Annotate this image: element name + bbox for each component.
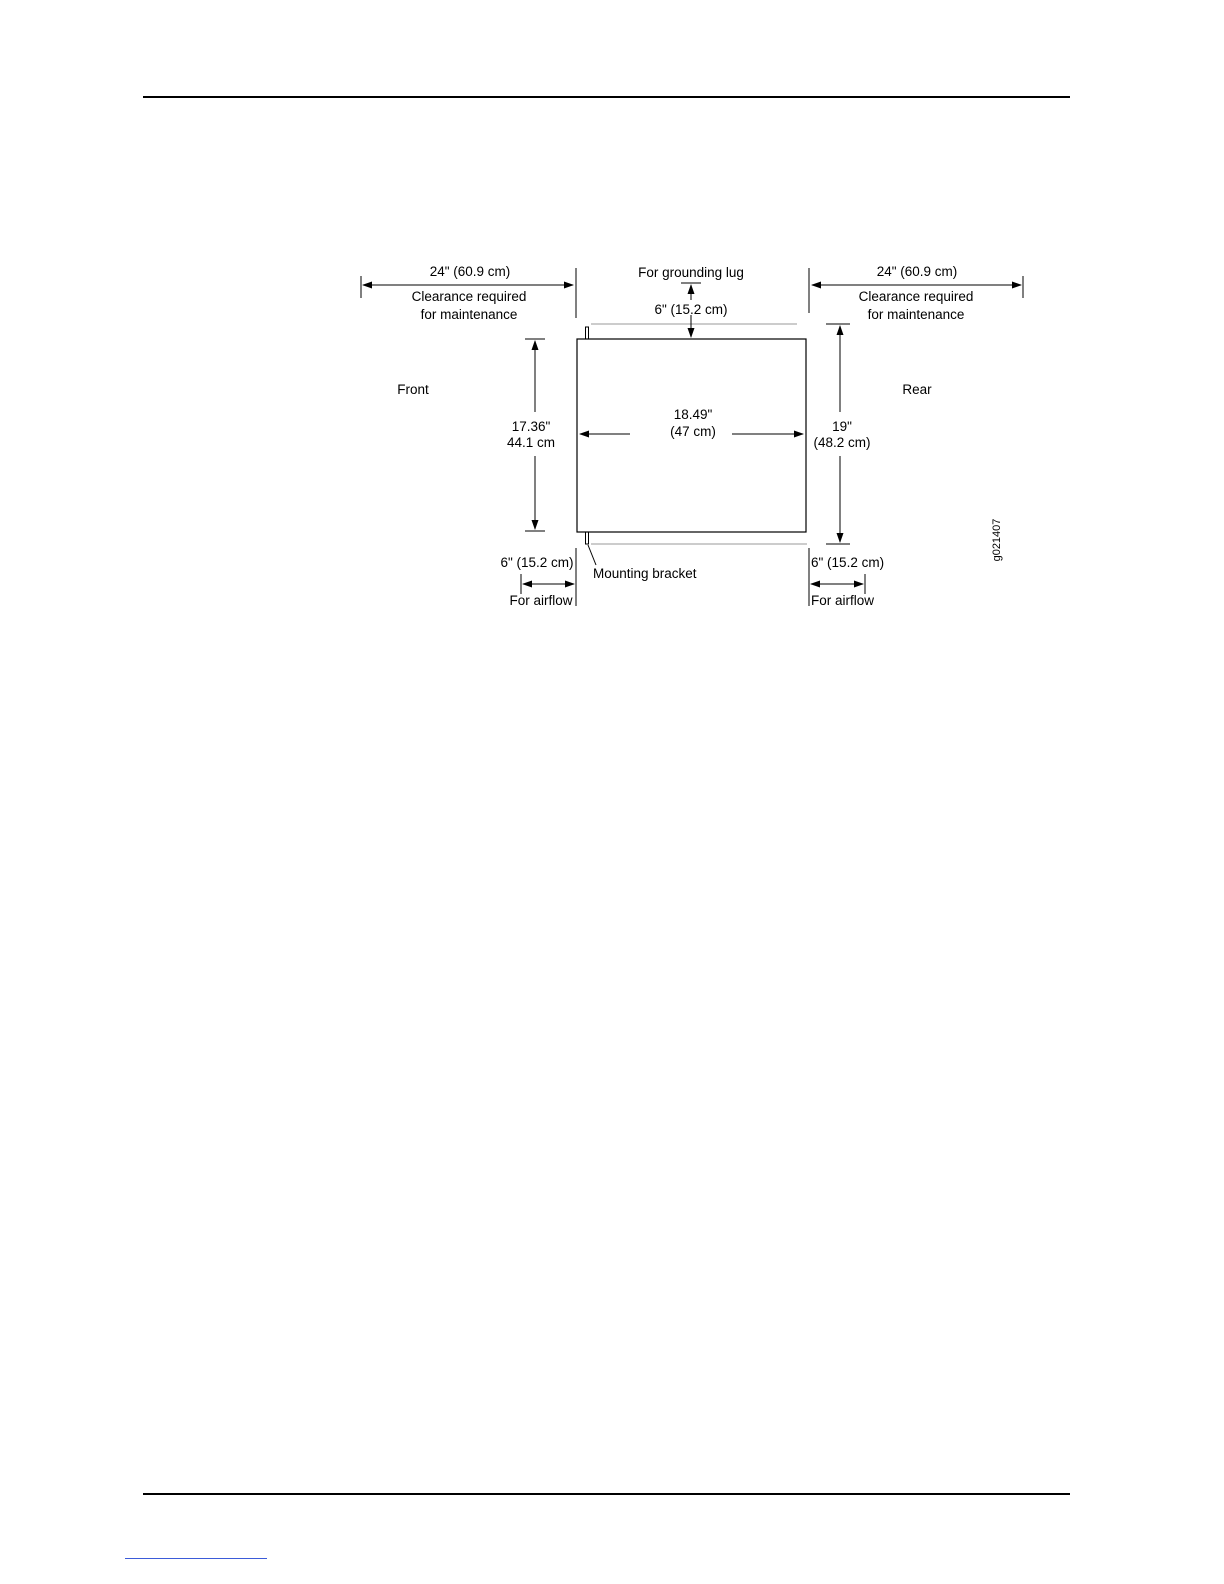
left-clearance-dim: 24" (60.9 cm): [429, 264, 511, 279]
right-clearance-line2: for maintenance: [867, 307, 965, 322]
top-label: For grounding lug: [638, 265, 744, 280]
right-clearance-line1: Clearance required: [858, 289, 974, 304]
rear-airflow-label: For airflow: [811, 593, 875, 608]
right-clearance-dim: 24" (60.9 cm): [876, 264, 958, 279]
depth-line1: 19": [832, 419, 852, 434]
height-line2: 44.1 cm: [506, 435, 556, 450]
front-label: Front: [397, 382, 429, 397]
height-line1: 17.36": [511, 419, 551, 434]
depth-line2: (48.2 cm): [813, 435, 871, 450]
width-line2: (47 cm): [670, 424, 716, 439]
figure-id: g021407: [991, 518, 1003, 562]
left-clearance-line1: Clearance required: [411, 289, 527, 304]
mounting-bracket-top: [586, 327, 589, 339]
front-airflow-dim: 6" (15.2 cm): [500, 555, 574, 570]
bracket-label: Mounting bracket: [593, 566, 697, 581]
rear-label: Rear: [902, 382, 932, 397]
bracket-leader: [588, 545, 596, 565]
width-line1: 18.49": [673, 407, 713, 422]
front-airflow-label: For airflow: [509, 593, 573, 608]
mounting-bracket-bottom: [586, 532, 589, 544]
top-dim: 6" (15.2 cm): [654, 302, 728, 317]
left-clearance-line2: for maintenance: [420, 307, 518, 322]
rear-airflow-dim: 6" (15.2 cm): [811, 555, 885, 570]
